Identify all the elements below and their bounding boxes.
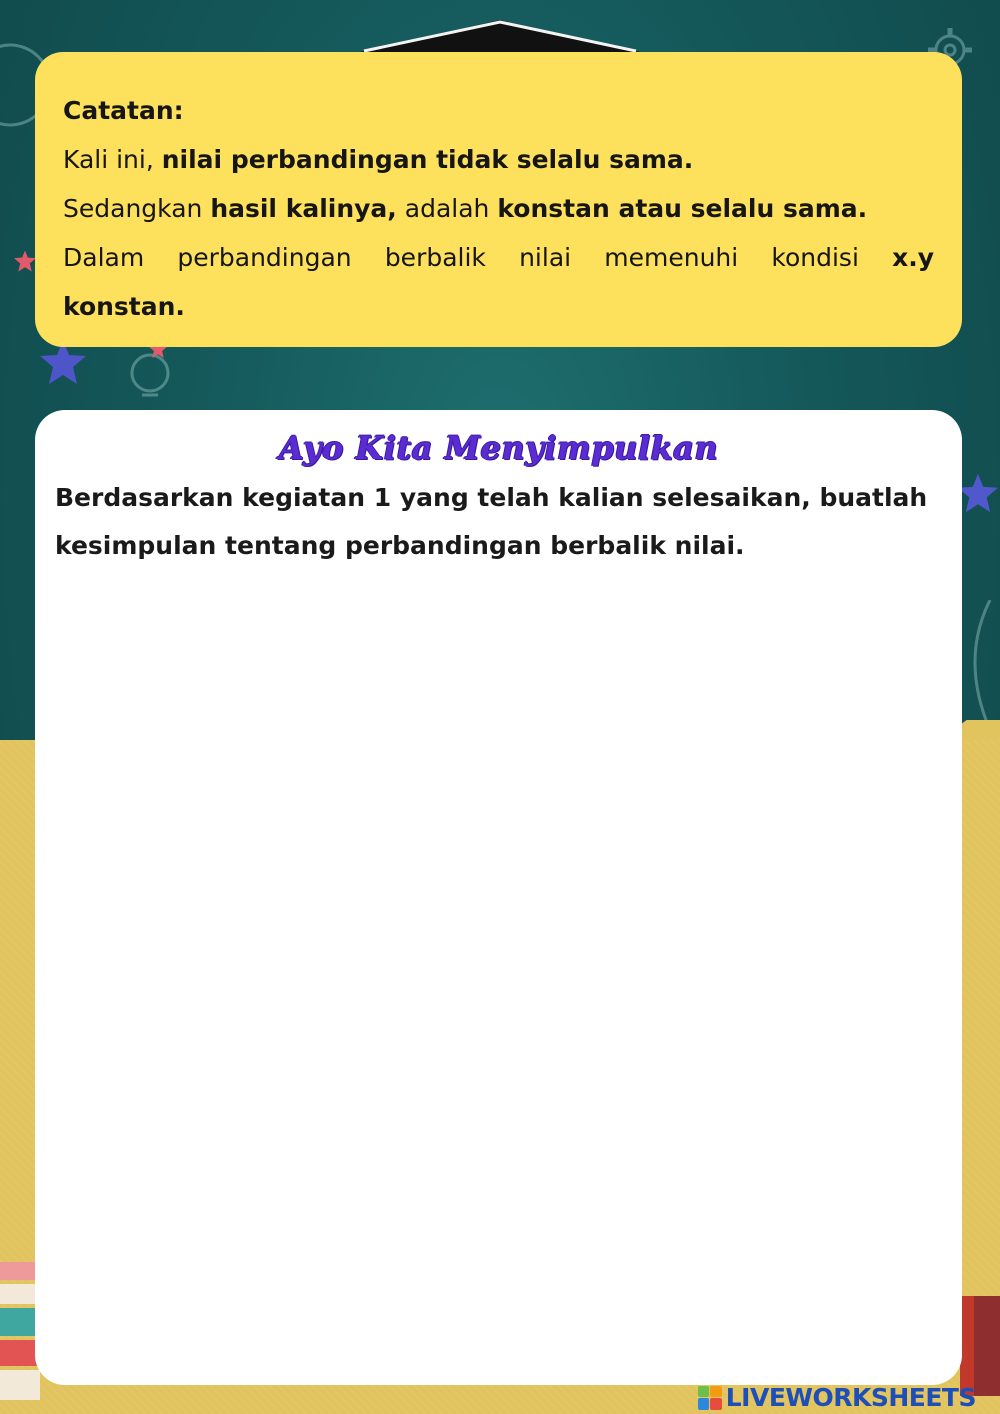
activity-instruction-line-2: kesimpulan tentang perbandingan berbalik nilai. [55,531,745,560]
liveworksheets-watermark [698,1383,976,1412]
books-row-icon [960,1296,1000,1396]
note-line-4: konstan. [63,292,185,321]
liveworksheets-logo-icon [698,1386,722,1410]
star-icon [14,250,36,272]
answer-text-area[interactable] [55,570,942,1355]
note-card [35,52,962,347]
note-line-1: Kali ini, nilai perbandingan tidak selalu sama. [63,145,694,174]
note-line-2: Sedangkan hasil kalinya, adalah konstan atau selalu sama. [63,194,868,223]
books-stack-icon [0,1262,40,1402]
activity-instruction-line-1: Berdasarkan kegiatan 1 yang telah kalian selesaikan, buatlah [55,483,928,512]
conclusion-card [35,410,962,1385]
note-heading: Catatan: [63,96,184,125]
note-line-3: Dalam perbandingan berbalik nilai memenuhi kondisi x.y [63,243,934,272]
watermark-text: LIVEWORKSHEETS [725,1383,976,1412]
activity-title: Ayo Kita Menyimpulkan [278,429,719,467]
star-icon [958,468,998,518]
